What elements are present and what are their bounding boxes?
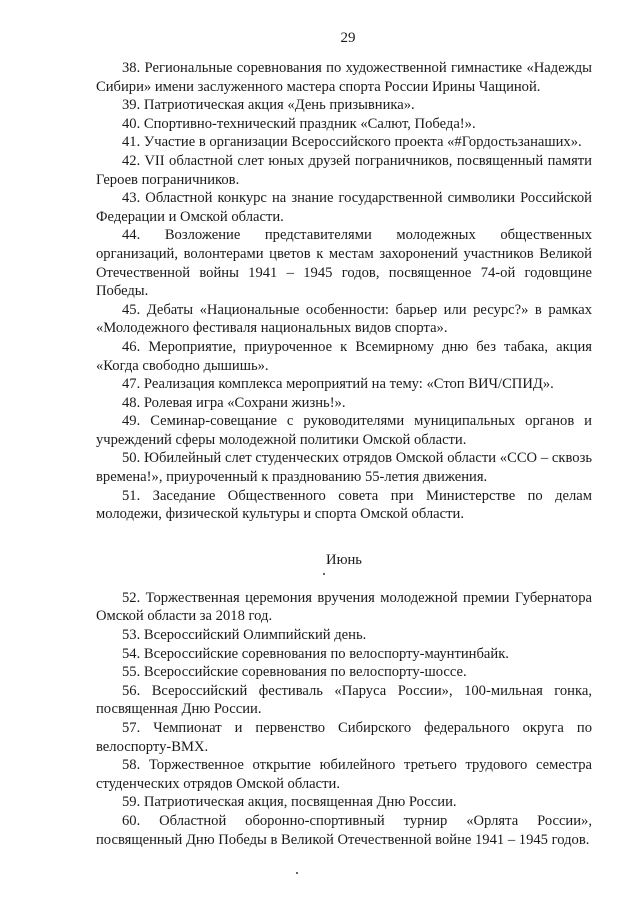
scan-speck xyxy=(323,573,325,575)
list-item: 50. Юбилейный слет студенческих отрядов Омской области «ССО – сквозь времена!», приуроченный к празднованию 55-летия движения. xyxy=(96,450,592,486)
list-item: 49. Семинар-совещание с руководителями муниципальных органов и учреждений сферы молодежной политики Омской области. xyxy=(96,413,592,448)
list-item: 44. Возложение представителями молодежных общественных организаций, волонтерами цветов к местам захоронений участников Великой Отечественной войны 1941 – 1945 годов, посвященное 74-ой годовщине Победы. xyxy=(96,227,592,300)
list-item: 59. Патриотическая акция, посвященная Дню России. xyxy=(122,794,457,811)
list-item: 38. Региональные соревнования по художественной гимнастике «Надежды Сибири» имени заслуженного мастера спорта России Ирины Чащиной. xyxy=(96,60,592,95)
list-item: 56. Всероссийский фестиваль «Паруса России», 100-мильная гонка, посвященная Дню России. xyxy=(96,682,592,718)
list-item: 57. Чемпионат и первенство Сибирского федерального округа по велоспорту-BMX. xyxy=(96,720,592,755)
list-item: 46. Мероприятие, приуроченное к Всемирному дню без табака, акция «Когда свободно дышишь». xyxy=(96,338,592,374)
list-item: 45. Дебаты «Национальные особенности: барьер или ресурс?» в рамках «Молодежного фестиваля национальных видов спорта». xyxy=(96,301,592,337)
items-list-june xyxy=(96,589,592,849)
section-heading-june: Июнь xyxy=(326,551,362,568)
scan-speck xyxy=(296,872,298,874)
document-page xyxy=(96,30,592,849)
list-item: 55. Всероссийские соревнования по велоспорту-шоссе. xyxy=(122,664,467,681)
list-item: 39. Патриотическая акция «День призывника». xyxy=(122,97,415,114)
list-item: 43. Областной конкурс на знание государственной символики Российской Федерации и Омской области. xyxy=(96,190,592,225)
list-item: 48. Ролевая игра «Сохрани жизнь!». xyxy=(122,394,346,411)
page-number: 29 xyxy=(340,30,356,46)
list-item: 52. Торжественная церемония вручения молодежной премии Губернатора Омской области за 2018 год. xyxy=(96,589,592,625)
items-list-may xyxy=(96,59,592,524)
list-item: 47. Реализация комплекса мероприятий на тему: «Стоп ВИЧ/СПИД». xyxy=(122,376,554,393)
list-item: 42. VII областной слет юных друзей пограничников, посвященный памяти Героев пограничников. xyxy=(96,152,592,188)
list-item: 53. Всероссийский Олимпийский день. xyxy=(122,627,367,644)
list-item: 60. Областной оборонно-спортивный турнир «Орлята России», посвященный Дню Победы в Великой Отечественной войне 1941 – 1945 годов. xyxy=(96,812,592,848)
list-item: 41. Участие в организации Всероссийского проекта «#Гордостьзанаших». xyxy=(122,134,582,151)
list-item: 51. Заседание Общественного совета при Министерстве по делам молодежи, физической культуры и спорта Омской области. xyxy=(96,487,592,523)
list-item: 58. Торжественное открытие юбилейного третьего трудового семестра студенческих отрядов Омской области. xyxy=(96,757,592,792)
list-item: 54. Всероссийские соревнования по велоспорту-маунтинбайк. xyxy=(122,645,509,662)
list-item: 40. Спортивно-технический праздник «Салют, Победа!». xyxy=(122,115,476,132)
